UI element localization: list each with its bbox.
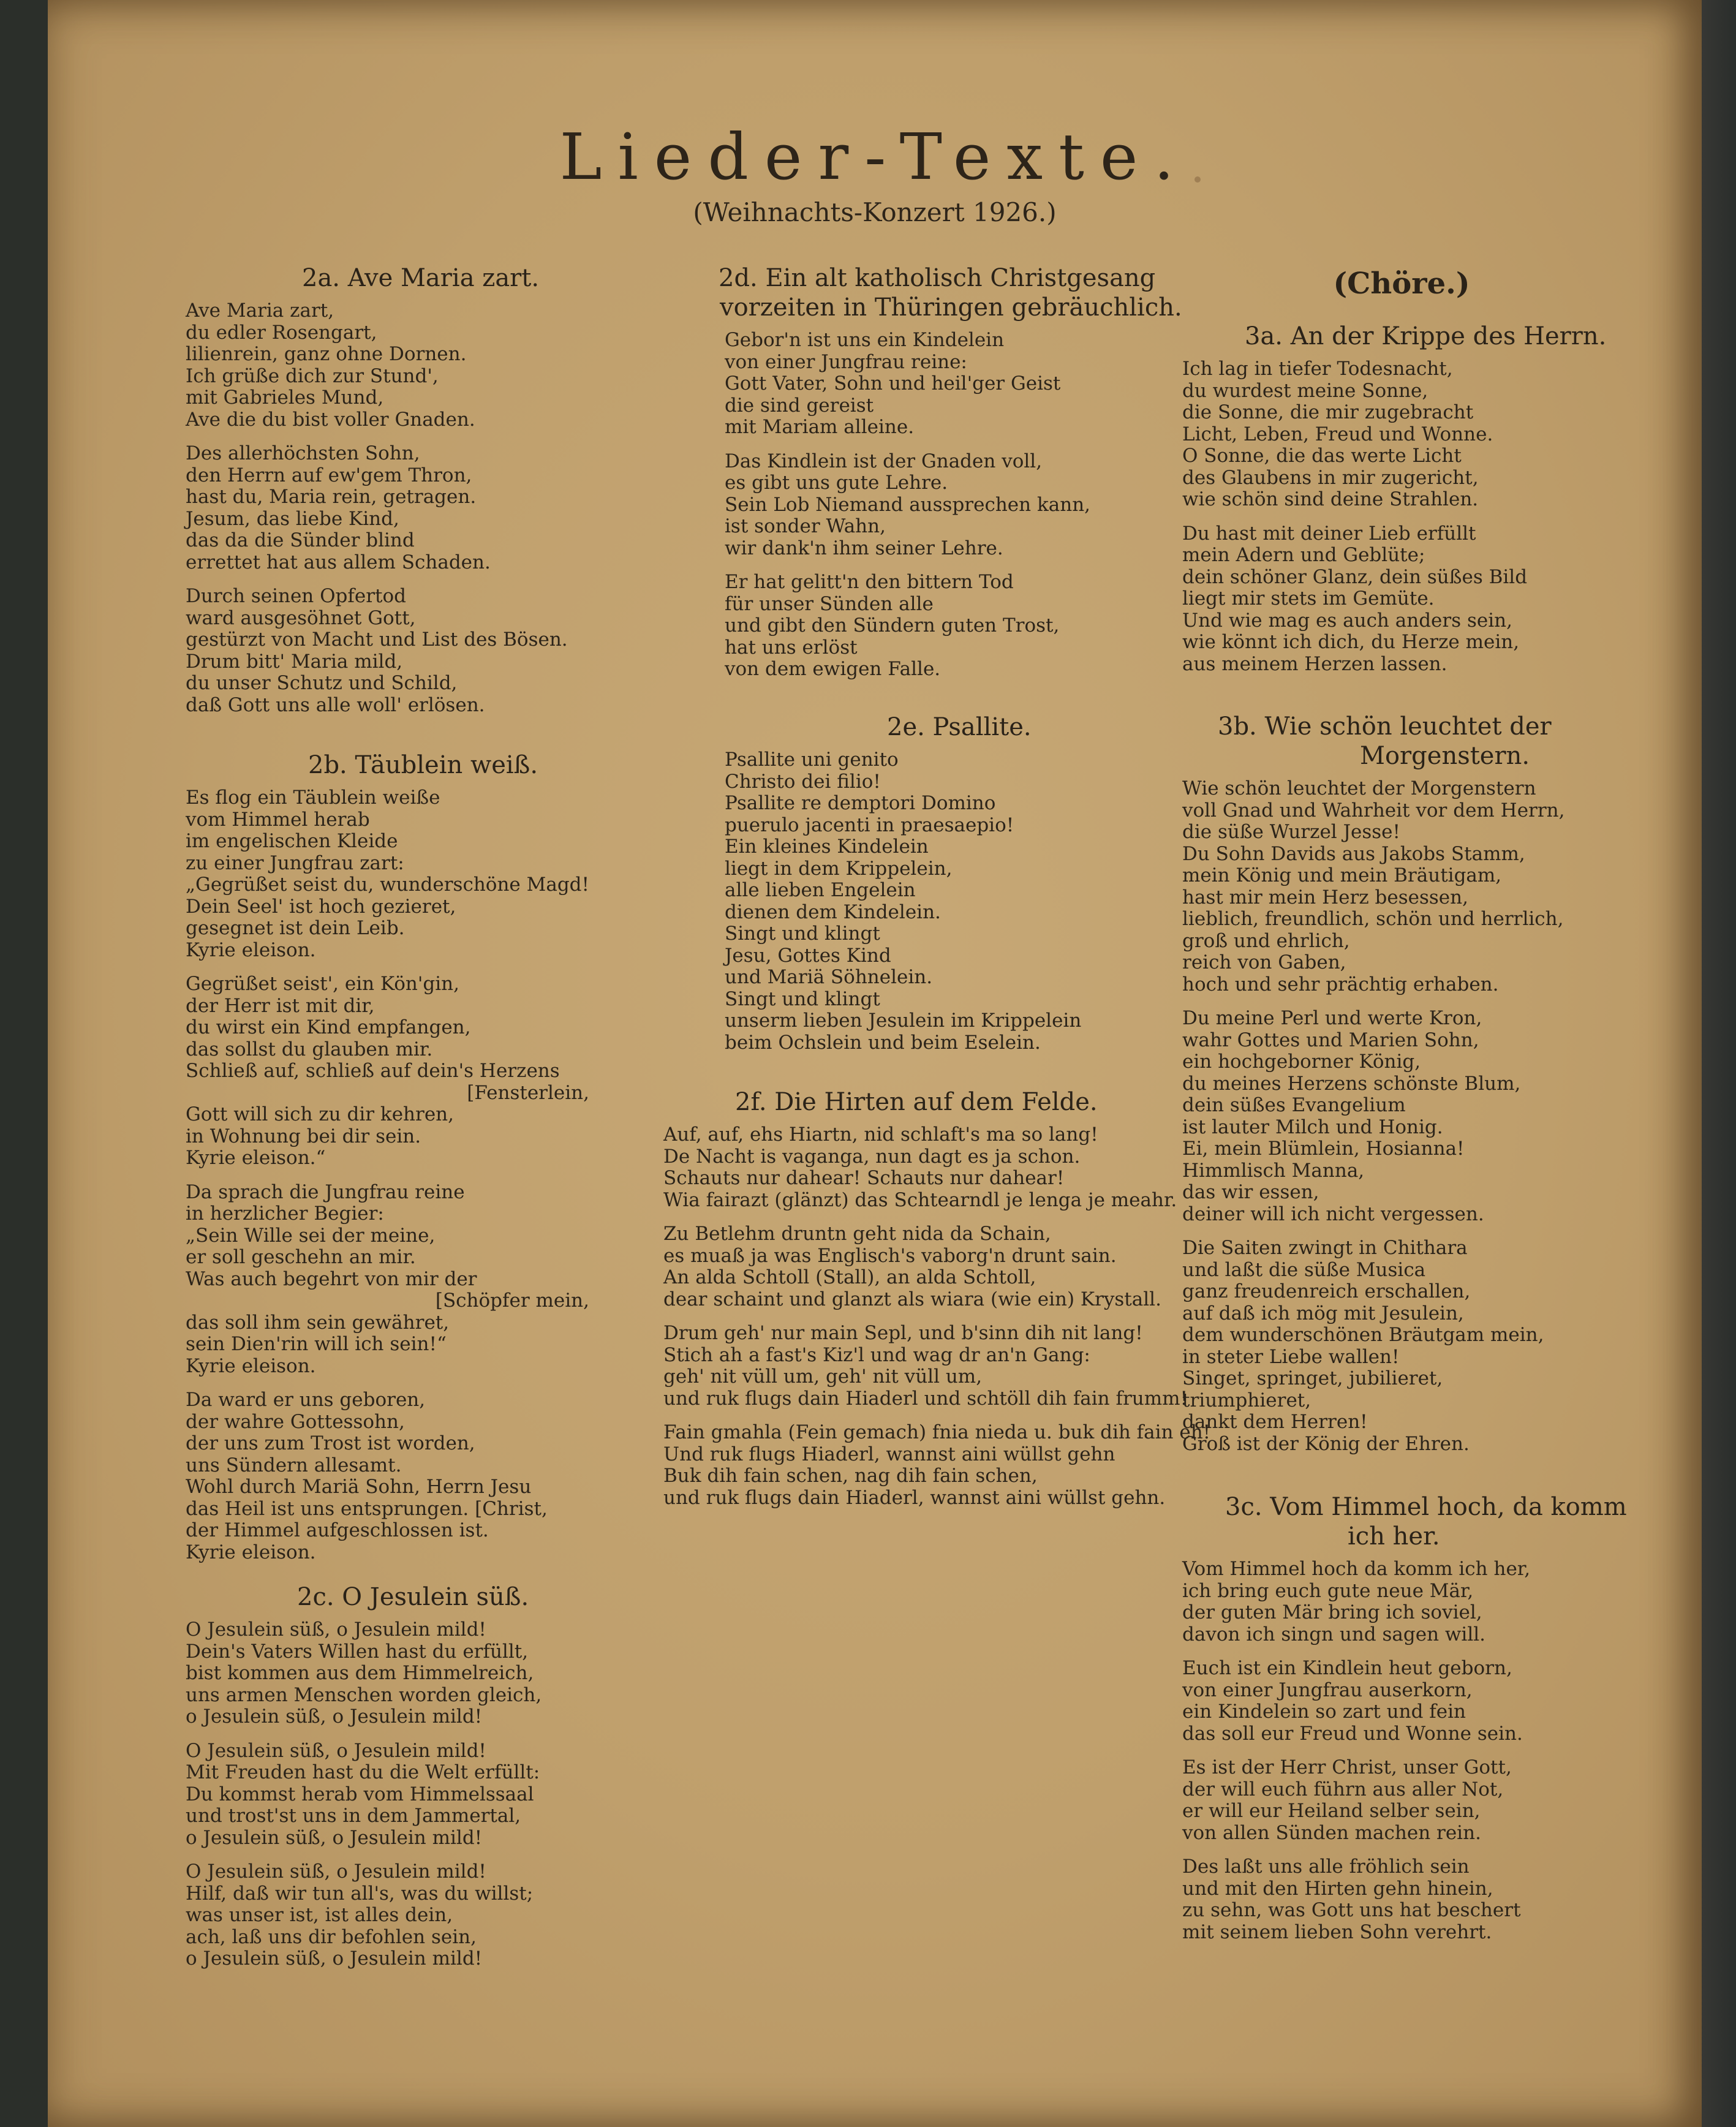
song-title: 2f. Die Hirten auf dem Felde. [735, 1088, 1098, 1116]
lyric-line: Auf, auf, ehs Hiartn, nid schlaft's ma so lang! [663, 1124, 1098, 1146]
song-lyrics [1182, 778, 1565, 1455]
lyric-line: was unser ist, ist alles dein, [186, 1904, 453, 1926]
stanza [725, 572, 1182, 681]
lyric-line: Dein's Vaters Willen hast du erfüllt, [186, 1640, 529, 1663]
stanza [1182, 778, 1565, 995]
lyric-line: es muaß ja was Englisch's vaborg'n drunt sain. [663, 1244, 1117, 1267]
lyric-line: vom Himmel herab [186, 808, 370, 831]
lyric-line: lilienrein, ganz ohne Dornen. [186, 343, 467, 365]
lyric-line: Was auch begehrt von mir der [186, 1268, 477, 1290]
stanza [186, 586, 568, 716]
stanza [725, 451, 1182, 560]
stanza [186, 1619, 542, 1728]
lyric-line: hat uns erlöst [725, 636, 858, 659]
lyric-line: Groß ist der König der Ehren. [1182, 1432, 1470, 1455]
song-lyrics [663, 1124, 1210, 1509]
stanza [186, 443, 568, 573]
lyric-line: Ich grüße dich zur Stund', [186, 365, 439, 387]
lyric-line: Du hast mit deiner Lieb erfüllt [1182, 522, 1476, 545]
lyric-line: du wirst ein Kind empfangen, [186, 1016, 471, 1038]
lyric-line: von einer Jungfrau auserkorn, [1182, 1679, 1473, 1701]
stanza [186, 1740, 542, 1849]
song-2c [186, 1582, 542, 1982]
lyric-line: von dem ewigen Falle. [725, 658, 941, 680]
song-2d [663, 263, 1182, 693]
lyric-line: Und wie mag es auch anders sein, [1182, 609, 1512, 632]
lyric-line: voll Gnad und Wahrheit vor dem Herrn, [1182, 799, 1565, 822]
song-2b [186, 750, 589, 1576]
lyric-line: wahr Gottes und Marien Sohn, [1182, 1029, 1479, 1051]
lyric-line: Christo dei filio! [725, 770, 881, 793]
lyric-line: Vom Himmel hoch da komm ich her, [1182, 1558, 1531, 1580]
lyric-line: Gegrüßet seist', ein Kön'gin, [186, 973, 460, 995]
song-title: 2a. Ave Maria zart. [302, 264, 540, 292]
lyric-line: die Sonne, die mir zugebracht [1182, 401, 1474, 423]
lyric-line: Wohl durch Mariä Sohn, Herrn Jesu [186, 1476, 532, 1498]
lyric-line: die sind gereist [725, 394, 874, 417]
lyric-line: Er hat gelitt'n den bittern Tod [725, 571, 1014, 593]
stanza [1182, 1658, 1627, 1745]
lyric-line: Wie schön leuchtet der Morgenstern [1182, 777, 1536, 799]
lyric-line: Kyrie eleison. [186, 939, 316, 961]
lyric-line: in steter Liebe wallen! [1182, 1345, 1400, 1368]
lyric-line: Singt und klingt [725, 923, 880, 945]
lyric-line: gestürzt von Macht und List des Bösen. [186, 629, 568, 651]
song-2f [663, 1087, 1210, 1521]
lyric-line: Kyrie eleison. [186, 1541, 316, 1563]
lyric-line: Wia fairazt (glänzt) das Schtearndl je lenga je meahr. [663, 1188, 1177, 1211]
song-lyrics [1182, 358, 1606, 675]
lyric-line: mit Mariam alleine. [725, 416, 915, 438]
lyric-line: O Jesulein süß, o Jesulein mild! [186, 1619, 486, 1641]
lyric-line: es gibt uns gute Lehre. [725, 472, 948, 494]
lyric-line: und trost'st uns in dem Jammertal, [186, 1805, 521, 1827]
ink-spot [1194, 176, 1201, 183]
lyric-line: Die Saiten zwingt in Chithara [1182, 1237, 1468, 1259]
page-title: Lieder-Texte. [559, 119, 1190, 194]
lyric-line: Sein Lob Niemand aussprechen kann, [725, 493, 1091, 516]
lyric-line: alle lieben Engelein [725, 879, 916, 901]
lyric-line: im engelischen Kleide [186, 830, 398, 852]
lyric-line: Euch ist ein Kindlein heut geborn, [1182, 1657, 1512, 1679]
lyric-line: ein hochgeborner König, [1182, 1051, 1421, 1073]
lyric-line: in herzlicher Begier: [186, 1203, 384, 1225]
choirs-heading: (Chöre.) [1333, 266, 1470, 301]
lyric-line: uns Sündern allesamt. [186, 1454, 402, 1476]
page-subtitle: (Weihnachts-Konzert 1926.) [693, 197, 1057, 227]
lyric-line: mein Adern und Geblüte; [1182, 544, 1425, 566]
lyric-line: und laßt die süße Musica [1182, 1258, 1426, 1281]
lyric-line: Du meine Perl und werte Kron, [1182, 1007, 1482, 1029]
stanza [1182, 358, 1606, 511]
lyric-line: der uns zum Trost ist worden, [186, 1432, 475, 1454]
lyric-line: Gott Vater, Sohn und heil'ger Geist [725, 372, 1061, 395]
lyric-line: und mit den Hirten gehn hinein, [1182, 1877, 1493, 1900]
lyric-line: „Gegrüßet seist du, wunderschöne Magd! [186, 874, 589, 896]
lyric-line: zu einer Jungfrau zart: [186, 852, 404, 874]
lyric-line: mit Gabrieles Mund, [186, 387, 384, 409]
lyric-line: Da sprach die Jungfrau reine [186, 1181, 465, 1203]
lyric-line: dem wunderschönen Bräutgam mein, [1182, 1324, 1544, 1346]
lyric-line: und ruk flugs dain Hiaderl, wannst aini wüllst gehn. [663, 1486, 1166, 1509]
lyric-line: ach, laß uns dir befohlen sein, [186, 1925, 477, 1948]
lyric-line: ein Kindelein so zart und fein [1182, 1701, 1466, 1723]
lyric-line: Psallite re demptori Domino [725, 792, 996, 814]
stanza [186, 1389, 589, 1563]
lyric-line: die süße Wurzel Jesse! [1182, 821, 1400, 843]
song-lyrics [186, 787, 589, 1563]
lyric-line: Ave die du bist voller Gnaden. [186, 408, 475, 431]
lyric-line: dein schöner Glanz, dein süßes Bild [1182, 565, 1528, 588]
lyric-line: „Sein Wille sei der meine, [186, 1224, 436, 1247]
lyric-line: o Jesulein süß, o Jesulein mild! [186, 1826, 483, 1849]
lyric-line: Hilf, daß wir tun all's, was du willst; [186, 1882, 534, 1905]
lyric-line: Jesum, das liebe Kind, [186, 507, 399, 530]
stanza [725, 749, 1081, 1054]
lyric-line: o Jesulein süß, o Jesulein mild! [186, 1948, 483, 1970]
lyric-line: der will euch führn aus aller Not, [1182, 1778, 1504, 1800]
lyric-line: davon ich singn und sagen will. [1182, 1623, 1486, 1645]
song-title: 2c. O Jesulein süß. [297, 1583, 529, 1611]
stanza [186, 1861, 542, 1970]
lyric-line: gesegnet ist dein Leib. [186, 917, 405, 939]
stanza [1182, 1237, 1565, 1455]
lyric-line: Gebor'n ist uns ein Kindelein [725, 329, 1005, 351]
lyric-line: der Himmel aufgeschlossen ist. [186, 1519, 489, 1541]
lyric-line: aus meinem Herzen lassen. [1182, 652, 1447, 675]
stanza [186, 300, 568, 431]
lyric-line: Du kommst herab vom Himmelssaal [186, 1783, 534, 1805]
lyric-line: Psallite uni genito [725, 749, 899, 771]
lyric-line: Da ward er uns geboren, [186, 1389, 426, 1411]
lyric-line: das sollst du glauben mir. [186, 1038, 433, 1060]
song-lyrics [663, 330, 1182, 681]
lyric-line: O Sonne, die das werte Licht [1182, 445, 1462, 467]
lyric-line: Singt und klingt [725, 988, 880, 1010]
lyric-line: wie schön sind deine Strahlen. [1182, 488, 1479, 510]
lyric-line: liegt mir stets im Gemüte. [1182, 587, 1435, 610]
lyric-line: von einer Jungfrau reine: [725, 350, 967, 373]
lyric-line: für unser Sünden alle [725, 592, 934, 615]
lyric-line: ganz freudenreich erschallen, [1182, 1280, 1471, 1302]
lyric-line: Des allerhöchsten Sohn, [186, 442, 420, 464]
song-lyrics [186, 1619, 542, 1970]
lyric-line: dienen dem Kindelein. [725, 901, 941, 923]
lyric-line: Des laßt uns alle fröhlich sein [1182, 1856, 1470, 1878]
lyric-line: Und ruk flugs Hiaderl, wannst aini wüllst gehn [663, 1443, 1115, 1465]
lyric-line: dankt dem Herren! [1182, 1411, 1368, 1433]
lyric-line: bist kommen aus dem Himmelreich, [186, 1662, 534, 1684]
lyric-line: geh' nit vüll um, geh' nit vüll um, [663, 1366, 983, 1388]
lyric-line: Drum bitt' Maria mild, [186, 650, 403, 673]
lyric-line: Stich ah a fast's Kiz'l und wag dr an'n Gang: [663, 1343, 1090, 1366]
lyric-line: das da die Sünder blind [186, 529, 415, 551]
lyric-line: wie könnt ich dich, du Herze mein, [1182, 631, 1520, 653]
lyric-line: den Herrn auf ew'gem Thron, [186, 464, 472, 486]
lyric-line: du wurdest meine Sonne, [1182, 379, 1428, 402]
song-3a [1182, 322, 1606, 687]
lyric-line: und Mariä Söhnelein. [725, 966, 933, 988]
song-2e [663, 712, 1081, 1066]
lyric-line: der guten Mär bring ich soviel, [1182, 1601, 1482, 1623]
lyric-line: unserm lieben Jesulein im Krippelein [725, 1010, 1082, 1032]
lyric-line: [Fensterlein, [467, 1081, 589, 1104]
lyric-line: Ein kleines Kindelein [725, 836, 929, 858]
lyric-line: der Herr ist mit dir, [186, 994, 375, 1017]
stanza [1182, 1757, 1627, 1844]
lyric-line: Es flog ein Täublein weiße [186, 787, 440, 809]
lyric-line: auf daß ich mög mit Jesulein, [1182, 1302, 1464, 1324]
song-title-continued: vorzeiten in Thüringen gebräuchlich. [720, 293, 1182, 322]
lyric-line: Du Sohn Davids aus Jakobs Stamm, [1182, 842, 1525, 865]
song-title: 2b. Täublein weiß. [308, 751, 538, 779]
lyric-line: [Schöpfer mein, [435, 1290, 589, 1312]
lyric-line: Ave Maria zart, [186, 300, 334, 322]
lyric-line: Himmlisch Manna, [1182, 1159, 1365, 1182]
lyric-line: hast mir mein Herz besessen, [1182, 886, 1468, 909]
song-3b [1182, 712, 1565, 1467]
lyric-line: deiner will ich nicht vergessen. [1182, 1203, 1484, 1225]
stanza [725, 330, 1182, 439]
lyric-line: O Jesulein süß, o Jesulein mild! [186, 1739, 486, 1762]
lyric-line: Schließ auf, schließ auf dein's Herzens [186, 1060, 560, 1082]
lyric-line: du edler Rosengart, [186, 321, 377, 344]
lyric-line: des Glaubens in mir zugericht, [1182, 466, 1479, 489]
lyric-line: und gibt den Sündern guten Trost, [725, 614, 1060, 637]
lyric-line: beim Ochslein und beim Eselein. [725, 1031, 1041, 1054]
lyric-line: Es ist der Herr Christ, unser Gott, [1182, 1756, 1512, 1778]
lyric-line: Fain gmahla (Fein gemach) fnia nieda u. buk dih fain eh! [663, 1421, 1211, 1443]
lyric-line: das wir essen, [1182, 1181, 1319, 1203]
lyric-line: dein süßes Evangelium [1182, 1094, 1406, 1116]
lyric-line: Ich lag in tiefer Todesnacht, [1182, 358, 1453, 380]
songbook-page [48, 0, 1702, 2127]
stanza [663, 1323, 1210, 1410]
lyric-line: das Heil ist uns entsprungen. [Christ, [186, 1497, 548, 1520]
lyric-line: du meines Herzens schönste Blum, [1182, 1072, 1521, 1095]
lyric-line: Jesu, Gottes Kind [725, 944, 891, 967]
lyric-line: reich von Gaben, [1182, 951, 1346, 973]
stanza [1182, 1856, 1627, 1943]
lyric-line: das soll eur Freud und Wonne sein. [1182, 1722, 1523, 1745]
lyric-line: dear schaint und glanzt als wiara (wie ein) Krystall. [663, 1288, 1161, 1310]
lyric-line: Dein Seel' ist hoch gezieret, [186, 895, 456, 918]
lyric-line: Ei, mein Blümlein, Hosianna! [1182, 1138, 1465, 1160]
lyric-line: von allen Sünden machen rein. [1182, 1821, 1481, 1844]
lyric-line: mit seinem lieben Sohn verehrt. [1182, 1921, 1492, 1943]
lyric-line: in Wohnung bei dir sein. [186, 1125, 421, 1147]
lyric-line: mein König und mein Bräutigam, [1182, 864, 1502, 886]
lyric-line: er will eur Heiland selber sein, [1182, 1800, 1481, 1822]
song-lyrics [186, 300, 568, 716]
lyric-line: ward ausgesöhnet Gott, [186, 606, 416, 629]
lyric-line: puerulo jacenti in praesaepio! [725, 814, 1014, 836]
lyric-line: O Jesulein süß, o Jesulein mild! [186, 1861, 486, 1883]
stanza [663, 1223, 1210, 1310]
lyric-line: Drum geh' nur main Sepl, und b'sinn dih nit lang! [663, 1322, 1143, 1344]
lyric-line: hast du, Maria rein, getragen. [186, 486, 477, 508]
lyric-line: An alda Schtoll (Stall), an alda Schtoll, [663, 1266, 1036, 1288]
stanza [186, 787, 589, 961]
lyric-line: daß Gott uns alle woll' erlösen. [186, 693, 485, 716]
stanza [663, 1422, 1210, 1509]
stanza [186, 973, 589, 1169]
lyric-line: du unser Schutz und Schild, [186, 672, 458, 694]
lyric-line: ist sonder Wahn, [725, 515, 886, 537]
lyric-line: liegt in dem Krippelein, [725, 857, 953, 880]
lyric-line: uns armen Menschen worden gleich, [186, 1683, 542, 1706]
stanza [663, 1124, 1210, 1211]
song-title: 2e. Psallite. [887, 713, 1032, 741]
song-title: 3b. Wie schön leuchtet der [1218, 712, 1552, 741]
lyric-line: Buk dih fain schen, nag dih fain schen, [663, 1465, 1038, 1487]
lyric-line: er soll geschehn an mir. [186, 1246, 416, 1268]
lyric-line: hoch und sehr prächtig erhaben. [1182, 973, 1499, 995]
song-title-continued: Morgenstern. [1360, 742, 1530, 770]
song-3c [1182, 1492, 1627, 1955]
stanza [1182, 523, 1606, 676]
lyric-line: zu sehn, was Gott uns hat beschert [1182, 1899, 1521, 1921]
song-2a [186, 263, 568, 728]
lyric-line: Singet, springet, jubilieret, [1182, 1367, 1443, 1389]
lyric-line: Mit Freuden hast du die Welt erfüllt: [186, 1761, 540, 1783]
lyric-line: groß und ehrlich, [1182, 929, 1350, 952]
lyric-line: Das Kindlein ist der Gnaden voll, [725, 450, 1043, 472]
song-title: 3c. Vom Himmel hoch, da komm [1225, 1493, 1627, 1521]
lyric-line: Kyrie eleison. [186, 1354, 316, 1377]
song-title-continued: ich her. [1348, 1522, 1440, 1551]
stanza [1182, 1558, 1627, 1645]
lyric-line: lieblich, freundlich, schön und herrlich, [1182, 908, 1564, 930]
song-title: 3a. An der Krippe des Herrn. [1245, 322, 1607, 350]
lyric-line: o Jesulein süß, o Jesulein mild! [186, 1706, 483, 1728]
lyric-line: der wahre Gottessohn, [186, 1410, 405, 1433]
lyric-line: wir dank'n ihm seiner Lehre. [725, 537, 1003, 559]
lyric-line: Durch seinen Opfertod [186, 585, 406, 607]
lyric-line: Kyrie eleison.“ [186, 1147, 326, 1169]
lyric-line: ist lauter Milch und Honig. [1182, 1116, 1443, 1138]
lyric-line: Gott will sich zu dir kehren, [186, 1103, 454, 1125]
lyric-line: De Nacht is vaganga, nun dagt es ja schon. [663, 1145, 1081, 1168]
stanza [186, 1182, 589, 1378]
lyric-line: Licht, Leben, Freud und Wonne. [1182, 423, 1493, 445]
lyric-line: sein Dien'rin will ich sein!“ [186, 1333, 447, 1355]
stanza [1182, 1008, 1565, 1225]
lyric-line: errettet hat aus allem Schaden. [186, 551, 491, 573]
lyric-line: Zu Betlehm druntn geht nida da Schain, [663, 1223, 1051, 1245]
lyric-line: Schauts nur dahear! Schauts nur dahear! [663, 1167, 1065, 1189]
song-lyrics [1182, 1558, 1627, 1943]
song-title: 2d. Ein alt katholisch Christgesang [719, 264, 1156, 292]
lyric-line: ich bring euch gute neue Mär, [1182, 1579, 1474, 1602]
song-lyrics [663, 749, 1081, 1054]
lyric-line: und ruk flugs dain Hiaderl und schtöll dih fain frumm! [663, 1387, 1188, 1410]
lyric-line: das soll ihm sein gewähret, [186, 1311, 450, 1334]
lyric-line: triumphieret, [1182, 1389, 1311, 1411]
